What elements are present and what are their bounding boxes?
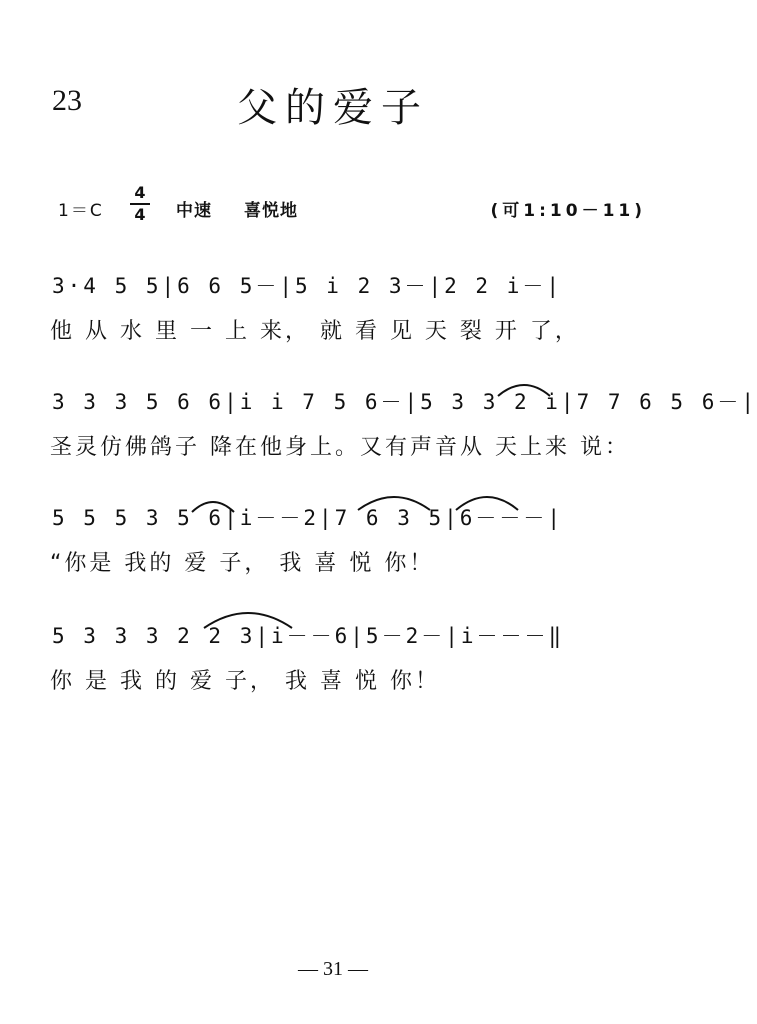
lyrics-line: “你是 我的 爱 子， 我 喜 悦 你！	[50, 551, 435, 576]
notation-line: 5 3 3 3 2 2 3|i－－6|5－2－|i－－－‖	[52, 624, 565, 648]
notation-line: 3 3 3 5 6 6|i i 7 5 6－|5 3 3 2 i|7 7 6 5 6－|	[52, 390, 757, 414]
notation-line: 5 5 5 3 5 6|i－－2|7 6 3 5|6－－－|	[52, 506, 564, 530]
tempo-marking: 中速	[176, 201, 212, 221]
lyrics-line: 他 从 水 里 一 上 来， 就 看 见 天 裂 开 了，	[50, 319, 580, 344]
notation-line: 3·4 5 5|6 6 5－|5 i 2 3－|2 2 i－|	[52, 274, 563, 298]
time-signature	[130, 184, 150, 224]
page-number: — 31 —	[298, 958, 368, 980]
song-number: 23	[52, 84, 82, 117]
score-header	[58, 183, 646, 230]
lyrics-line: 圣灵仿佛鸽子 降在他身上。又有声音从 天上来 说：	[50, 435, 630, 460]
mood-marking: 喜悦地	[244, 201, 298, 221]
song-title: 父的爱子	[237, 85, 429, 131]
repeat-instruction: (可1:10－11)	[490, 201, 646, 221]
lyrics-line: 你 是 我 的 爱 子， 我 喜 悦 你！	[50, 669, 440, 694]
key-signature: 1＝C	[58, 201, 104, 221]
time-signature-top: 4	[134, 183, 146, 202]
time-signature-bottom: 4	[134, 205, 146, 224]
